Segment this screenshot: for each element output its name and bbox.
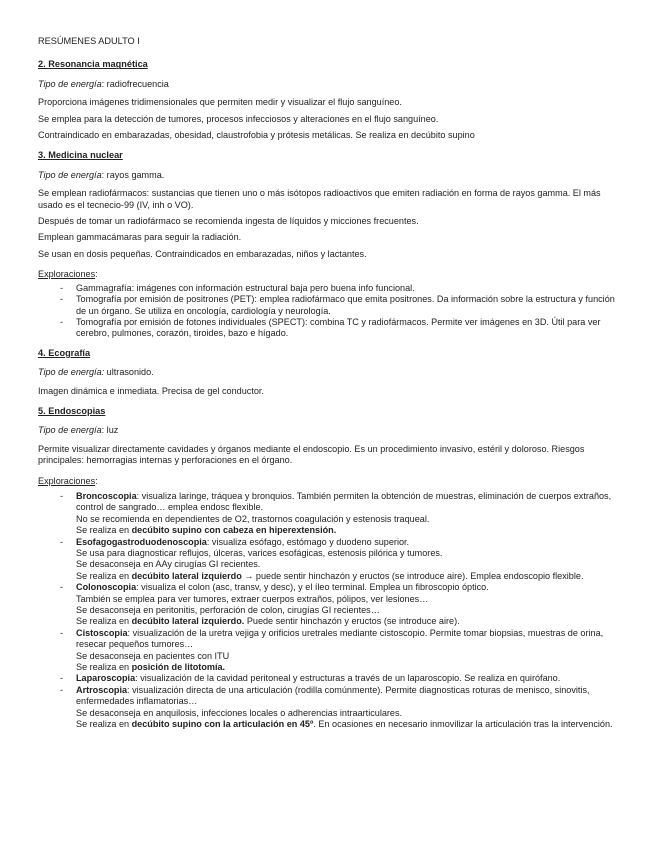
position-bold: decúbito supino con cabeza en hiperextensión. <box>131 525 337 536</box>
energy-label: Tipo de energía <box>38 425 102 436</box>
item-line: Se usa para diagnosticar reflujos, úlceras, varices esofágicas, estenosis pilórica y tumores. <box>76 548 443 558</box>
position-bold: decúbito supino con la articulación en 45º <box>131 719 314 730</box>
position-bold: posición de litotomía. <box>131 662 226 673</box>
energy-value: : luz <box>101 425 119 436</box>
explorations-label: Exploraciones <box>38 269 96 280</box>
item-line: No se recomienda en dependientes de O2, trastornos coagulación y estenosis traqueal. <box>76 513 430 524</box>
list-item <box>38 673 620 684</box>
paragraph: Proporciona imágenes tridimensionales que permiten medir y visualizar el flujo sanguíneo. <box>38 97 402 108</box>
paragraph: Imagen dinámica e inmediata. Precisa de gel conductor. <box>38 385 264 396</box>
position-prefix: Se realiza en <box>76 662 132 673</box>
position-prefix: Se realiza en <box>76 525 132 536</box>
position-prefix: Se realiza en <box>76 616 132 627</box>
item-position <box>76 616 620 627</box>
item-name: Esofagogastroduodenoscopia <box>76 536 207 547</box>
section-resonancia <box>38 59 620 141</box>
explorations-suffix: : <box>95 269 98 280</box>
item-description <box>76 582 620 593</box>
item-description <box>76 685 620 708</box>
list-item <box>38 582 620 628</box>
position-bold: decúbito lateral izquierdo <box>131 570 242 581</box>
item-line: También se emplea para ver tumores, extraer cuerpos extraños, pólipos, ver lesiones… <box>76 593 429 604</box>
item-desc: : visualización de la uretra vejiga y orificios uretrales mediante cistoscopio. Permite tomar biopsias, muestras de orina, resecar pequeños tumores… <box>76 627 604 650</box>
section-medicina-nuclear <box>38 150 620 339</box>
paragraph: Emplean gammacámaras para seguir la radiación. <box>38 232 242 243</box>
section-heading: 2. Resonancia magnética <box>38 59 148 70</box>
item-line: Se desaconseja en peritonitis, perforación de colon, cirugías GI recientes… <box>76 605 380 616</box>
position-prefix: Se realiza en <box>76 719 132 730</box>
energy-label: Tipo de energía <box>38 169 102 180</box>
energy-label: Tipo de energía <box>38 78 102 89</box>
position-suffix: → puede sentir hinchazón y eructos (se introduce aire). Emplea endoscopio flexible. <box>241 570 584 581</box>
section-heading: 4. Ecografía <box>38 347 91 358</box>
energy-line <box>38 425 620 436</box>
item-desc: : visualiza esófago, estómago y duodeno superior. <box>206 536 410 547</box>
position-suffix: Puede sentir hinchazón y eructos (se introduce aire). <box>244 616 460 627</box>
list-item <box>38 491 620 537</box>
list-item: - Tomografía por emisión de positrones (PET): emplea radiofármaco que emita positrones. Da información sobre la estructura y función de un órgano. Se utiliza en oncología, cardiología y neurología. <box>38 294 620 317</box>
item-desc: : visualización de la cavidad peritoneal y estructuras a través de un laparoscopio. Se realiza en quirófano. <box>135 673 561 684</box>
position-bold: decúbito lateral izquierdo. <box>131 616 245 627</box>
section-heading: 5. Endoscopias <box>38 405 106 416</box>
energy-value: ultrasonido. <box>104 367 154 378</box>
document-page <box>38 36 620 739</box>
item-name: Artroscopia <box>76 684 128 695</box>
paragraph: Contraindicado en embarazadas, obesidad, claustrofobia y prótesis metálicas. Se realiza en decúbito supino <box>38 130 475 141</box>
paragraph: Se usan en dosis pequeñas. Contraindicados en embarazadas, niños y lactantes. <box>38 248 367 259</box>
explorations-label: Exploraciones <box>38 475 96 486</box>
item-description <box>76 491 620 514</box>
energy-value: : rayos gamma. <box>101 169 165 180</box>
item-line: Se desaconseja en pacientes con ITU <box>76 650 230 661</box>
item-description <box>76 537 620 548</box>
item-position <box>76 662 620 673</box>
list-item <box>38 628 620 674</box>
section-endoscopias <box>38 406 620 731</box>
explorations-list <box>38 283 620 340</box>
explorations-heading <box>38 269 620 280</box>
document-title: RESÚMENES ADULTO I <box>38 36 140 46</box>
item-position <box>76 719 620 730</box>
endoscopy-list <box>38 491 620 731</box>
paragraph: Permite visualizar directamente cavidades y órganos mediante el endoscopio. Es un procedimiento invasivo, estéril y doloroso. Riesgos principales: hemorragias internas y perforaciones en el órgano. <box>38 443 585 466</box>
paragraph: Se emplean radiofármacos: sustancias que tienen uno o más isótopos radioactivos que emiten radiación en forma de rayos gamma. El más usado es el tecnecio-99 (IV, inh o VO). <box>38 188 601 210</box>
item-name: Colonoscopia <box>76 582 137 593</box>
energy-label: Tipo de energía: <box>38 367 105 378</box>
item-description <box>76 628 620 651</box>
section-ecografia <box>38 348 620 397</box>
explorations-heading <box>38 476 620 487</box>
item-line: Se desaconseja en AAy cirugías GI recientes. <box>76 559 261 570</box>
energy-line <box>38 170 620 181</box>
item-desc: : visualiza el colon (asc, transv, y desc), y el íleo terminal. Emplea un fibroscopio óptico. <box>136 582 489 593</box>
item-name: Laparoscopia <box>76 673 136 684</box>
item-desc: : visualización directa de una articulación (rodilla comúnmente). Permite diagnosticas roturas de menisco, sinovitis, enfermedades inflamatorias… <box>76 684 590 707</box>
item-desc: : visualiza laringe, tráquea y bronquios. También permiten la obtención de muestras, eliminación de cuerpos extraños, control de sangrado… emplea endosc flexible. <box>76 490 612 513</box>
item-position <box>76 525 620 536</box>
position-prefix: Se realiza en <box>76 570 132 581</box>
item-name: Cistoscopia <box>76 627 128 638</box>
item-name: Broncoscopia <box>76 490 137 501</box>
list-item: - Tomografía por emisión de fotones individuales (SPECT): combina TC y radiofármacos. Permite ver imágenes en 3D. Útil para ver cerebro, pulmones, corazón, tiroides, bazo e hígado. <box>38 317 620 340</box>
explorations-suffix: : <box>95 475 98 486</box>
item-position <box>76 571 620 582</box>
energy-line <box>38 79 620 90</box>
item-line: Se desaconseja en anquilosis, infecciones locales o adherencias intraarticulares. <box>76 707 403 718</box>
paragraph: Después de tomar un radiofármaco se recomienda ingesta de líquidos y micciones frecuentes. <box>38 216 419 227</box>
list-item <box>38 537 620 583</box>
item-description <box>76 673 620 684</box>
list-item <box>38 685 620 731</box>
section-heading: 3. Medicina nuclear <box>38 150 123 161</box>
list-item: - Gammagrafía: imágenes con información estructural baja pero buena info funcional. <box>38 283 620 294</box>
paragraph: Se emplea para la detección de tumores, procesos infecciosos y alteraciones en el flujo sanguíneo. <box>38 113 439 124</box>
energy-line <box>38 367 620 378</box>
energy-value: : radiofrecuencia <box>101 78 169 89</box>
position-suffix: . En ocasiones en necesario inmovilizar la articulación tras la intervención. <box>313 719 613 730</box>
